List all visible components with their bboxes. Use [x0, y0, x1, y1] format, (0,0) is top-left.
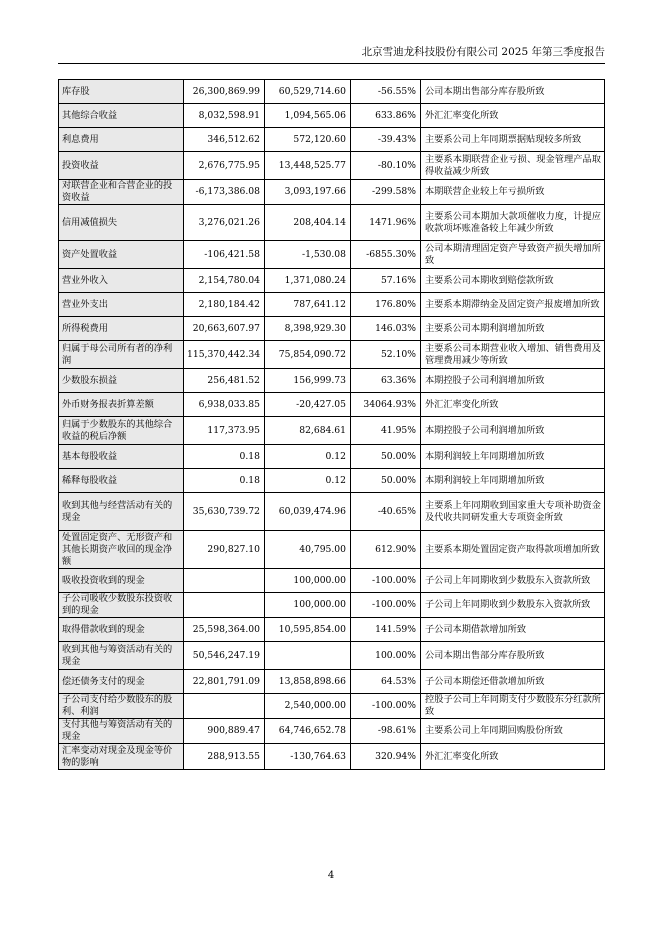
change-ratio: -98.61%	[351, 719, 421, 744]
previous-value: 75,854,090.72	[265, 341, 351, 369]
table-row	[59, 241, 605, 269]
change-ratio: 612.90%	[351, 531, 421, 569]
row-name: 投资收益	[59, 152, 184, 180]
row-name: 营业外支出	[59, 293, 184, 317]
current-value: 288,913.55	[184, 744, 265, 770]
table-row	[59, 104, 605, 128]
previous-value: 13,858,898.66	[265, 670, 351, 694]
change-reason: 公司本期清理固定资产导致资产损失增加所致	[421, 241, 605, 269]
table-row	[59, 618, 605, 642]
current-value	[184, 694, 265, 719]
current-value: 256,481.52	[184, 369, 265, 393]
row-name: 库存股	[59, 80, 184, 104]
change-reason: 主要系公司本期利润增加所致	[421, 317, 605, 341]
row-name: 信用减值损失	[59, 205, 184, 241]
change-reason: 子公司本期借款增加所致	[421, 618, 605, 642]
previous-value: 0.12	[265, 445, 351, 469]
row-name: 归属于母公司所有者的净利润	[59, 341, 184, 369]
change-reason: 子公司上年同期收到少数股东入资款所致	[421, 593, 605, 618]
row-name: 利息费用	[59, 128, 184, 152]
current-value	[184, 569, 265, 593]
previous-value: 82,684.61	[265, 417, 351, 445]
change-reason: 本期利润较上年同期增加所致	[421, 445, 605, 469]
row-name: 吸收投资收到的现金	[59, 569, 184, 593]
current-value: 900,889.47	[184, 719, 265, 744]
previous-value: 100,000.00	[265, 593, 351, 618]
table-row	[59, 128, 605, 152]
current-value: -106,421.58	[184, 241, 265, 269]
previous-value: 10,595,854.00	[265, 618, 351, 642]
current-value: 50,546,247.19	[184, 642, 265, 670]
row-name: 收到其他与筹资活动有关的现金	[59, 642, 184, 670]
change-ratio: -299.58%	[351, 180, 421, 205]
change-ratio: 57.16%	[351, 269, 421, 293]
current-value: 22,801,791.09	[184, 670, 265, 694]
change-ratio: 100.00%	[351, 642, 421, 670]
previous-value	[265, 642, 351, 670]
page-header	[58, 45, 605, 64]
table-row	[59, 719, 605, 744]
row-name: 归属于少数股东的其他综合收益的税后净额	[59, 417, 184, 445]
current-value: 20,663,607.97	[184, 317, 265, 341]
change-ratio: -56.55%	[351, 80, 421, 104]
row-name: 资产处置收益	[59, 241, 184, 269]
table-row	[59, 317, 605, 341]
row-name: 收到其他与经营活动有关的现金	[59, 493, 184, 531]
row-name: 子公司吸收少数股东投资收到的现金	[59, 593, 184, 618]
table-row	[59, 152, 605, 180]
current-value: -6,173,386.08	[184, 180, 265, 205]
change-reason: 主要系本期联营企业亏损、现金管理产品取得收益减少所致	[421, 152, 605, 180]
previous-value: 787,641.12	[265, 293, 351, 317]
table-row	[59, 493, 605, 531]
current-value: 25,598,364.00	[184, 618, 265, 642]
table-row	[59, 80, 605, 104]
change-reason: 外汇汇率变化所致	[421, 744, 605, 770]
change-reason: 主要系公司本期营业收入增加、销售费用及管理费用减少等所致	[421, 341, 605, 369]
change-ratio: -40.65%	[351, 493, 421, 531]
table-row	[59, 670, 605, 694]
previous-value: 60,039,474.96	[265, 493, 351, 531]
change-reason: 外汇汇率变化所致	[421, 104, 605, 128]
previous-value: 13,448,525.77	[265, 152, 351, 180]
table-row	[59, 269, 605, 293]
change-ratio: 146.03%	[351, 317, 421, 341]
change-ratio: 41.95%	[351, 417, 421, 445]
change-ratio: 320.94%	[351, 744, 421, 770]
table-row	[59, 694, 605, 719]
change-ratio: -100.00%	[351, 569, 421, 593]
change-reason: 外汇汇率变化所致	[421, 393, 605, 417]
row-name: 稀释每股收益	[59, 469, 184, 493]
row-name: 汇率变动对现金及现金等价物的影响	[59, 744, 184, 770]
report-title: 北京雪迪龙科技股份有限公司 2025 年第三季度报告	[361, 46, 605, 58]
change-ratio: 633.86%	[351, 104, 421, 128]
table-row	[59, 531, 605, 569]
previous-value: 1,094,565.06	[265, 104, 351, 128]
row-name: 支付其他与筹资活动有关的现金	[59, 719, 184, 744]
current-value: 346,512.62	[184, 128, 265, 152]
change-reason: 主要系公司上年同期回购股份所致	[421, 719, 605, 744]
change-ratio: 141.59%	[351, 618, 421, 642]
page-number: 4	[327, 870, 335, 881]
current-value: 115,370,442.34	[184, 341, 265, 369]
current-value: 6,938,033.85	[184, 393, 265, 417]
previous-value: 64,746,652.78	[265, 719, 351, 744]
previous-value: 2,540,000.00	[265, 694, 351, 719]
table-row	[59, 642, 605, 670]
current-value: 8,032,598.91	[184, 104, 265, 128]
previous-value: 60,529,714.60	[265, 80, 351, 104]
current-value: 35,630,739.72	[184, 493, 265, 531]
change-reason: 主要系本期滞纳金及固定资产报废增加所致	[421, 293, 605, 317]
table-row	[59, 205, 605, 241]
row-name: 少数股东损益	[59, 369, 184, 393]
change-reason: 本期控股子公司利润增加所致	[421, 369, 605, 393]
current-value: 0.18	[184, 445, 265, 469]
row-name: 处置固定资产、无形资产和其他长期资产收回的现金净额	[59, 531, 184, 569]
table-row	[59, 369, 605, 393]
change-reason: 主要系公司本期加大款项催收力度，计提应收款项坏账准备较上年减少所致	[421, 205, 605, 241]
previous-value: -130,764.63	[265, 744, 351, 770]
change-ratio: 63.36%	[351, 369, 421, 393]
table-row	[59, 293, 605, 317]
change-reason: 本期控股子公司利润增加所致	[421, 417, 605, 445]
previous-value: 208,404.14	[265, 205, 351, 241]
current-value: 2,154,780.04	[184, 269, 265, 293]
row-name: 外币财务报表折算差额	[59, 393, 184, 417]
current-value: 2,180,184.42	[184, 293, 265, 317]
table-row	[59, 744, 605, 770]
change-ratio: 64.53%	[351, 670, 421, 694]
row-name: 子公司支付给少数股东的股利、利润	[59, 694, 184, 719]
table-row	[59, 593, 605, 618]
current-value	[184, 593, 265, 618]
change-ratio: 176.80%	[351, 293, 421, 317]
previous-value: 100,000.00	[265, 569, 351, 593]
current-value: 117,373.95	[184, 417, 265, 445]
table-row	[59, 445, 605, 469]
previous-value: -20,427.05	[265, 393, 351, 417]
change-analysis-table	[58, 79, 605, 770]
change-reason: 主要系上年同期收到国家重大专项补助资金及代收共同研发重大专项资金所致	[421, 493, 605, 531]
row-name: 所得税费用	[59, 317, 184, 341]
table-row	[59, 180, 605, 205]
change-ratio: 50.00%	[351, 445, 421, 469]
change-reason: 公司本期出售部分库存股所致	[421, 642, 605, 670]
change-reason: 本期利润较上年同期增加所致	[421, 469, 605, 493]
table-row	[59, 393, 605, 417]
row-name: 其他综合收益	[59, 104, 184, 128]
row-name: 营业外收入	[59, 269, 184, 293]
row-name: 偿还债务支付的现金	[59, 670, 184, 694]
change-reason: 子公司上年同期收到少数股东入资款所致	[421, 569, 605, 593]
table-row	[59, 469, 605, 493]
previous-value: 3,093,197.66	[265, 180, 351, 205]
table-row	[59, 569, 605, 593]
previous-value: -1,530.08	[265, 241, 351, 269]
change-ratio: 1471.96%	[351, 205, 421, 241]
change-reason: 主要系公司上年同期票据贴现较多所致	[421, 128, 605, 152]
previous-value: 1,371,080.24	[265, 269, 351, 293]
change-ratio: -100.00%	[351, 593, 421, 618]
row-name: 对联营企业和合营企业的投资收益	[59, 180, 184, 205]
change-ratio: 52.10%	[351, 341, 421, 369]
previous-value: 0.12	[265, 469, 351, 493]
current-value: 26,300,869.99	[184, 80, 265, 104]
change-ratio: -39.43%	[351, 128, 421, 152]
change-ratio: -100.00%	[351, 694, 421, 719]
current-value: 3,276,021.26	[184, 205, 265, 241]
change-reason: 主要系公司本期收到赔偿款所致	[421, 269, 605, 293]
row-name: 基本每股收益	[59, 445, 184, 469]
previous-value: 8,398,929.30	[265, 317, 351, 341]
table-row	[59, 341, 605, 369]
change-reason: 公司本期出售部分库存股所致	[421, 80, 605, 104]
previous-value: 40,795.00	[265, 531, 351, 569]
change-reason: 主要系本期处置固定资产取得款项增加所致	[421, 531, 605, 569]
current-value: 2,676,775.95	[184, 152, 265, 180]
change-ratio: 34064.93%	[351, 393, 421, 417]
current-value: 290,827.10	[184, 531, 265, 569]
previous-value: 156,999.73	[265, 369, 351, 393]
change-reason: 子公司本期偿还借款增加所致	[421, 670, 605, 694]
previous-value: 572,120.60	[265, 128, 351, 152]
change-reason: 控股子公司上年同期支付少数股东分红款所致	[421, 694, 605, 719]
change-ratio: -6855.30%	[351, 241, 421, 269]
change-ratio: 50.00%	[351, 469, 421, 493]
row-name: 取得借款收到的现金	[59, 618, 184, 642]
table-row	[59, 417, 605, 445]
change-reason: 本期联营企业较上年亏损所致	[421, 180, 605, 205]
current-value: 0.18	[184, 469, 265, 493]
change-ratio: -80.10%	[351, 152, 421, 180]
